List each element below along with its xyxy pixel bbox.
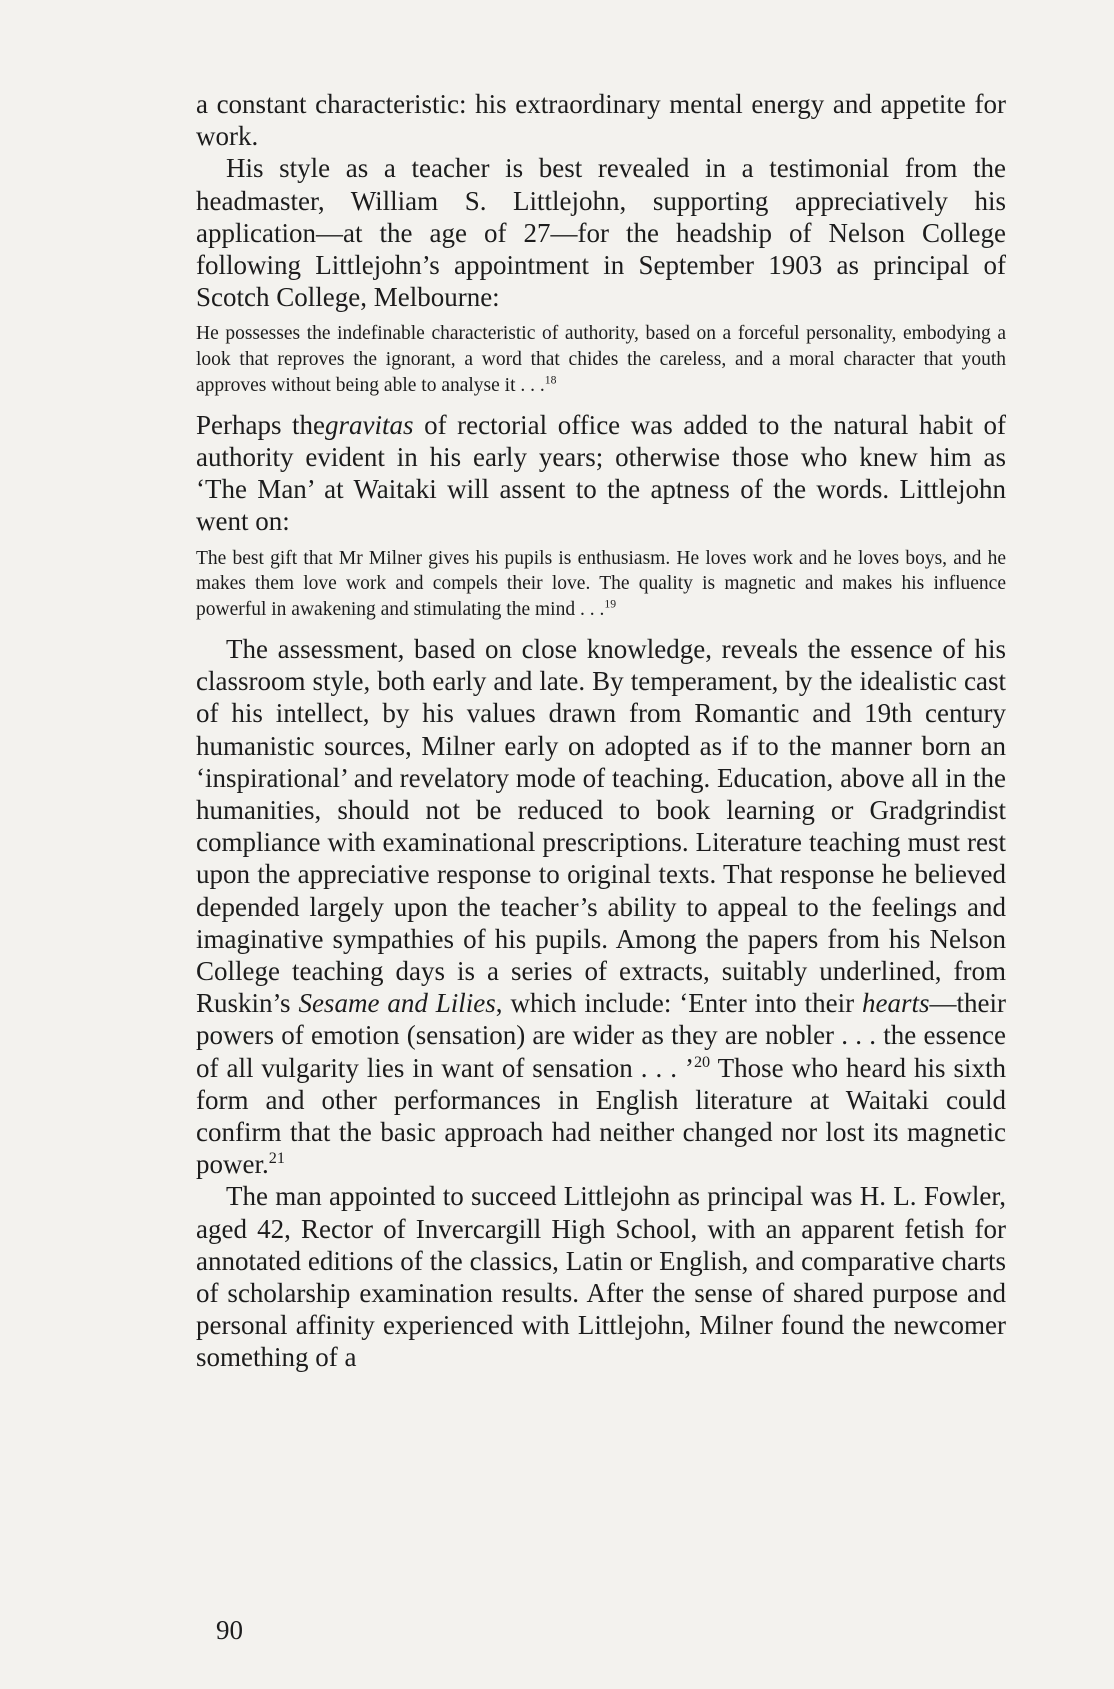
block-quote-2-text: The best gift that Mr Milner gives his pupils is enthusiasm. He loves work and he loves boys, and he makes them love work and compels their love. The quality is magnetic and makes his influence powerful in awakening and stimulating the mind . . .	[196, 547, 1006, 621]
paragraph-1: a constant characteristic: his extraordinary mental energy and appetite for work.	[196, 89, 1006, 152]
footnote-ref-18: 18	[544, 373, 557, 387]
paragraph-4-part-a: The assessment, based on close knowledge, reveals the essence of his classroom style, both early and late. By temperament, by the idealistic cast of his intellect, by his values drawn from Romantic and 19th century humanistic sources, Milner early on adopted as if to the manner born an ‘inspirational’ and revelatory mode of teaching. Education, above all in the humanities, should not be reduced to book learning or Gradgrindist compliance with examinational prescriptions. Literature teaching must rest upon the appreciative response to original texts. That response he believed depended largely upon the teacher’s ability to appeal to the feelings and imaginative sympathies of his pupils. Among the papers from his Nelson College teaching days is a series of extracts, suitably underlined, from Ruskin’s	[196, 634, 1006, 1019]
paragraph-4	[196, 633, 1006, 1180]
footnote-ref-21: 21	[268, 1149, 285, 1168]
page-number: 90	[216, 1615, 243, 1645]
footnote-ref-20: 20	[693, 1052, 711, 1071]
page-body	[196, 88, 1006, 1374]
paragraph-3-rest: of rectorial office was added to the natural habit of authority evident in his early years; otherwise those who knew him as ‘The Man’ at Waitaki will assent to the aptness of the words. Littlejohn went on:	[196, 409, 1007, 537]
paragraph-4-part-b: , which include: ‘Enter into their	[495, 988, 862, 1019]
block-quote-1-text: He possesses the indefinable characteristic of authority, based on a forceful personality, embodying a look that reproves the ignorant, a word that chides the careless, and a moral character that youth approves without being able to analyse it . . .	[196, 323, 1006, 397]
paragraph-3-start: Perhaps the	[196, 409, 326, 440]
block-quote-2	[196, 546, 1006, 623]
paragraph-3	[196, 409, 1006, 538]
sesame-and-lilies-title: Sesame and Lilies	[298, 988, 496, 1019]
paragraph-2: His style as a teacher is best revealed in a testimonial from the headmaster, William S. Littlejohn, supporting appreciatively his application—at the age of 27—for the headship of Nelson College following Littlejohn’s appointment in September 1903 as principal of Scotch College, Melbourne:	[196, 153, 1006, 313]
paragraph-5: The man appointed to succeed Littlejohn as principal was H. L. Fowler, aged 42, Rector of Invercargill High School, with an apparent fetish for annotated editions of the classics, Latin or English, and comparative charts of scholarship examination results. After the sense of shared purpose and personal affinity experienced with Littlejohn, Milner found the newcomer something of a	[196, 1181, 1006, 1373]
paragraph-4-part-c: —their powers of emotion (sensation) are wider as they are nobler . . . the essence of all vulgarity lies in want of sensation . . . ’	[196, 988, 1006, 1083]
gravitas-italic: gravitas	[325, 409, 414, 440]
hearts-italic: hearts	[862, 988, 930, 1019]
paragraph-4-part-d: Those who heard his sixth form and other performances in English literature at Waitaki could confirm that the basic approach had neither changed nor lost its magnetic power.	[196, 1052, 1006, 1180]
footnote-ref-19: 19	[604, 597, 617, 611]
block-quote-1	[196, 321, 1006, 398]
